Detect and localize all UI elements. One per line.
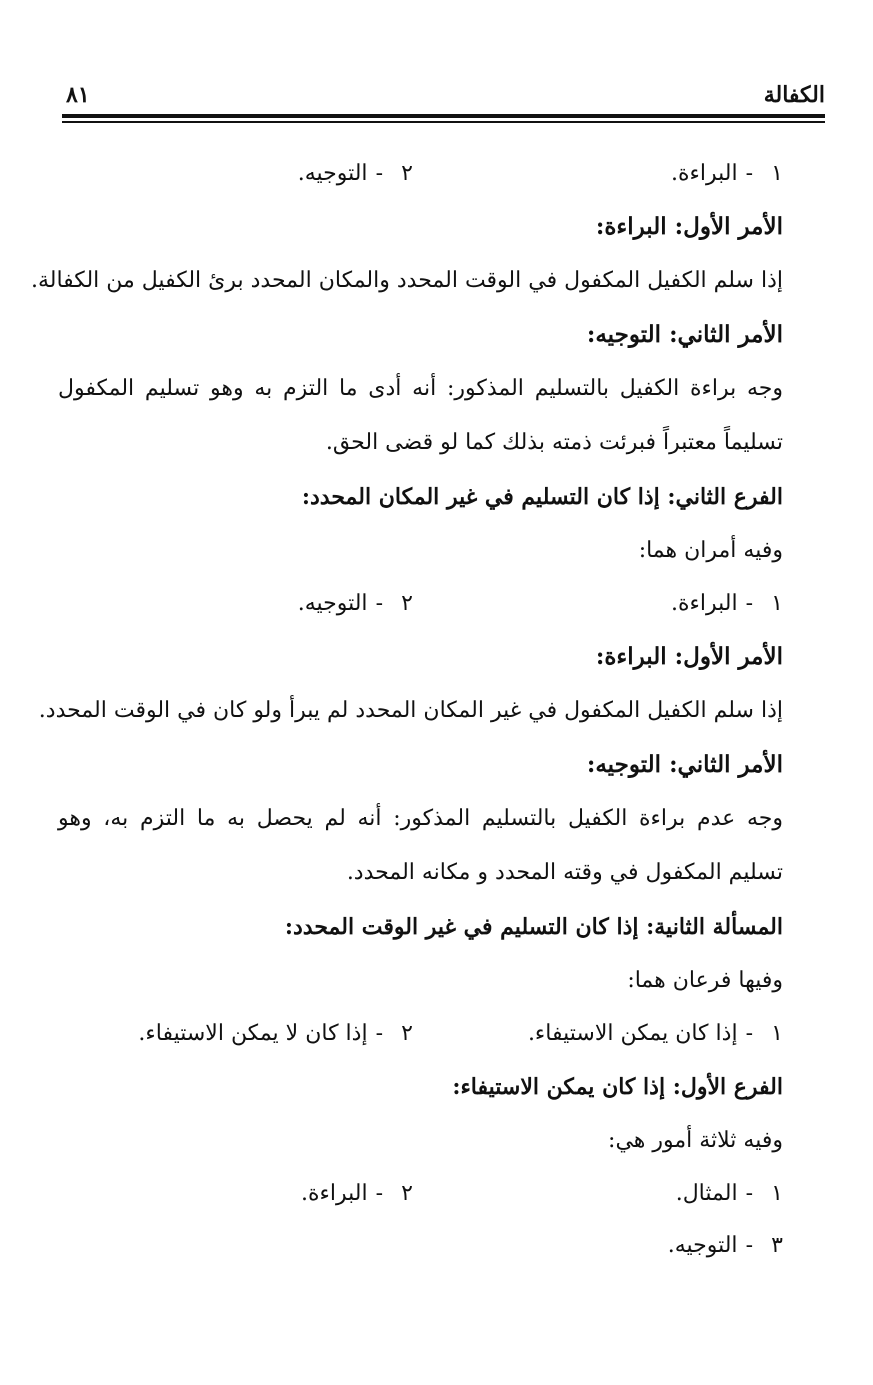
list-item: ١-المثال. [675,1181,783,1206]
page-number: ٨١ [66,82,90,108]
enumerated-list-row [58,1008,783,1060]
section-heading: الأمر الثاني: التوجيه: [586,751,783,778]
page-header [62,80,825,120]
list-item: ٢-التوجيه. [297,591,413,616]
running-title: الكفالة [763,82,825,108]
section-heading: الأمر الأول: البراءة: [595,213,783,240]
section-heading: الأمر الثاني: التوجيه: [586,321,783,348]
paragraph-line: وجه براءة الكفيل بالتسليم المذكور: أنه أدى ما التزم به وهو تسليم المكفول [58,376,783,401]
paragraph-line: وجه عدم براءة الكفيل بالتسليم المذكور: أنه لم يحصل به ما التزم به، وهو [58,806,783,831]
enumerated-list-row [58,1220,783,1272]
paragraph-line: وفيها فرعان هما: [627,968,783,993]
list-item: ٣-التوجيه. [667,1233,783,1258]
list-item: ٢-التوجيه. [297,161,413,186]
list-item: ١-إذا كان يمكن الاستيفاء. [527,1021,783,1046]
subsection-heading: المسألة الثانية: إذا كان التسليم في غير الوقت المحدد: [284,914,783,940]
header-rule-thin [62,121,825,123]
page-body [30,148,783,1272]
paragraph-line: تسليم المكفول في وقته المحدد و مكانه المحدد. [346,860,783,885]
paragraph-line: إذا سلم الكفيل المكفول في الوقت المحدد والمكان المحدد برئ الكفيل من الكفالة. [30,268,783,293]
subsection-heading: الفرع الأول: إذا كان يمكن الاستيفاء: [452,1074,783,1100]
list-item: ٢-البراءة. [300,1181,413,1206]
section-heading: الأمر الأول: البراءة: [595,643,783,670]
list-item: ٢-إذا كان لا يمكن الاستيفاء. [138,1021,413,1046]
paragraph-line: إذا سلم الكفيل المكفول في غير المكان المحدد لم يبرأ ولو كان في الوقت المحدد. [38,698,783,723]
enumerated-list-row [58,578,783,630]
list-item: ١-البراءة. [670,591,783,616]
list-item: ١-البراءة. [670,161,783,186]
header-rule-thick [62,114,825,118]
subsection-heading: الفرع الثاني: إذا كان التسليم في غير المكان المحدد: [301,484,783,510]
enumerated-list-row [58,1168,783,1220]
enumerated-list-row [58,148,783,200]
paragraph-line: تسليماً معتبراً فبرئت ذمته بذلك كما لو قضى الحق. [325,430,783,455]
paragraph-line: وفيه ثلاثة أمور هي: [608,1128,783,1153]
paragraph-line: وفيه أمران هما: [638,538,783,563]
